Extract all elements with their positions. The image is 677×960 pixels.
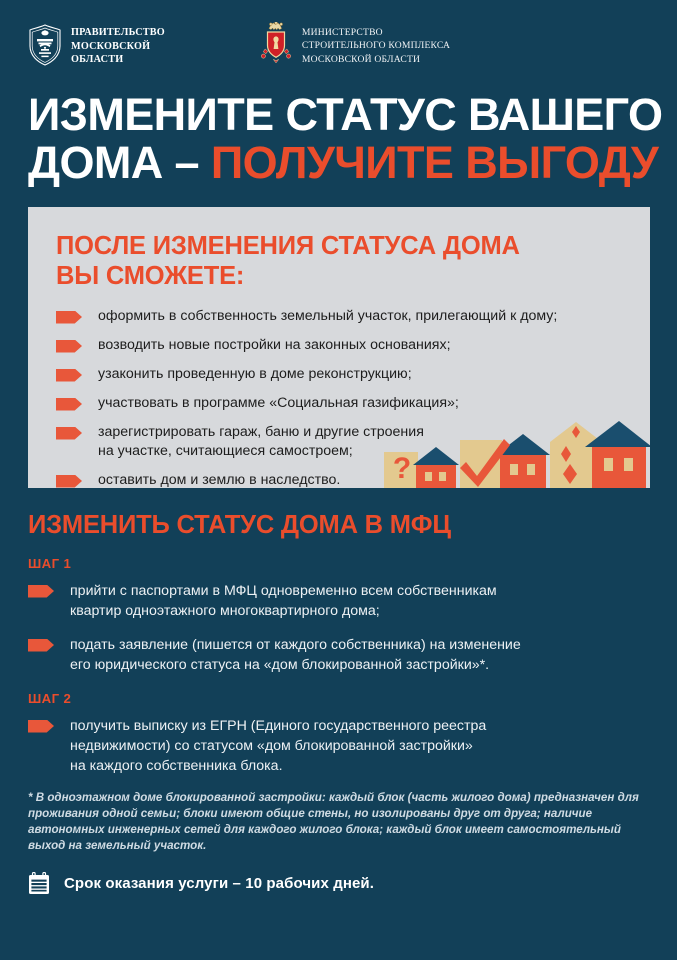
arrow-bullet-icon [28, 720, 54, 733]
benefits-heading-line-1: ПОСЛЕ ИЗМЕНЕНИЯ СТАТУСА ДОМА [56, 231, 520, 260]
arrow-bullet-icon [28, 639, 54, 652]
logo-line: ОБЛАСТИ [71, 54, 124, 65]
list-item [28, 716, 677, 776]
service-term-bar [28, 872, 677, 895]
page-title-line-1: ИЗМЕНИТЕ СТАТУС ВАШЕГО [28, 88, 663, 140]
page-title-line-2-white: ДОМА – [28, 136, 211, 188]
list-item-line-1: участвовать в программе «Социальная газификация»; [98, 394, 459, 411]
logo-line: МИНИСТЕРСТВО [301, 27, 383, 38]
benefits-list [28, 307, 650, 488]
list-item-text [70, 716, 486, 776]
logo-line: ПРАВИТЕЛЬСТВО [71, 27, 165, 38]
list-item-line-2: недвижимости) со статусом «дом блокированной застройки» [70, 737, 473, 754]
logo-ministry [259, 24, 450, 66]
list-item-line-1: возводить новые постройки на законных основаниях; [98, 336, 451, 353]
list-item-line-1: прийти с паспортами в МФЦ одновременно всем собственникам [70, 582, 497, 599]
arrow-bullet-icon [56, 369, 82, 382]
list-item-text [98, 423, 424, 461]
list-item [56, 307, 650, 326]
list-item [28, 581, 677, 621]
arrow-bullet-icon [28, 585, 54, 598]
list-item-line-1: оформить в собственность земельный участок, прилегающий к дому; [98, 307, 558, 324]
list-item-text [98, 365, 412, 384]
list-item-line-1: оставить дом и землю в наследство. [98, 471, 341, 488]
header [0, 0, 677, 67]
list-item-line-1: получить выписку из ЕГРН (Единого государственного реестра [70, 717, 487, 734]
list-item [56, 471, 650, 488]
list-item-text [98, 307, 557, 326]
svg-text:?: ? [392, 451, 412, 485]
calendar-icon [28, 872, 50, 895]
list-item-line-2: его юридического статуса на «дом блокированной застройки»*. [70, 656, 490, 673]
step-2-list [0, 716, 677, 776]
moscow-region-coat-of-arms-icon [28, 24, 62, 66]
list-item-line-1: узаконить проведенную в доме реконструкцию; [98, 365, 412, 382]
list-item-line-3: на каждого собственника блока. [70, 757, 283, 774]
section-title-mfc: ИЗМЕНИТЬ СТАТУС ДОМА В МФЦ [28, 510, 451, 539]
step-1-label: ШАГ 1 [28, 555, 72, 571]
list-item-line-2: квартир одноэтажного многоквартирного дома; [70, 602, 380, 619]
list-item-text [98, 471, 340, 488]
logo-government-moscow-region [28, 24, 165, 67]
list-item [56, 336, 650, 355]
logo-line: МОСКОВСКОЙ [71, 40, 151, 52]
benefits-heading-line-2: ВЫ СМОЖЕТЕ: [56, 261, 245, 290]
page-title [28, 88, 663, 188]
benefits-panel-heading [28, 207, 650, 291]
list-item-text [98, 336, 451, 355]
list-item-text [70, 581, 497, 621]
list-item-line-1: подать заявление (пишется от каждого собственника) на изменение [70, 636, 521, 653]
arrow-bullet-icon [56, 398, 82, 411]
list-item-text [98, 394, 459, 413]
arrow-bullet-icon [56, 475, 82, 488]
service-term-text: Срок оказания услуги – 10 рабочих дней. [64, 875, 375, 893]
arrow-bullet-icon [56, 340, 82, 353]
step-1-list [0, 581, 677, 675]
benefits-panel [28, 207, 650, 488]
list-item-text [70, 635, 521, 675]
logo-line: СТРОИТЕЛЬНОГО КОМПЛЕКСА [301, 40, 451, 52]
list-item-line-1: зарегистрировать гараж, баню и другие строения [98, 423, 424, 440]
logo-ministry-text [302, 24, 450, 66]
list-item [56, 394, 650, 413]
step-2-label: ШАГ 2 [28, 690, 72, 706]
list-item [28, 635, 677, 675]
arrow-bullet-icon [56, 427, 82, 440]
page-title-line-2-accent: ПОЛУЧИТЕ ВЫГОДУ [210, 136, 659, 188]
arrow-bullet-icon [56, 311, 82, 324]
ministry-coat-of-arms-icon [259, 22, 293, 66]
list-item [56, 365, 650, 384]
logo-line: МОСКОВСКОЙ ОБЛАСТИ [301, 53, 421, 65]
footnote-text: * В одноэтажном доме блокированной застройки: каждый блок (часть жилого дома) предназначен для проживания одной семьи; блоки имеют общие стены, но изолированы друг от друга; наличие автономных инженерных сетей для каждого жилого блока; каждый блок имеет самостоятельный выход на земельный участок. [28, 790, 639, 853]
list-item [56, 423, 650, 461]
logo-government-text [71, 24, 165, 67]
page-title-line-2 [28, 136, 659, 188]
list-item-line-2: на участке, считающиеся самостроем; [98, 442, 353, 459]
